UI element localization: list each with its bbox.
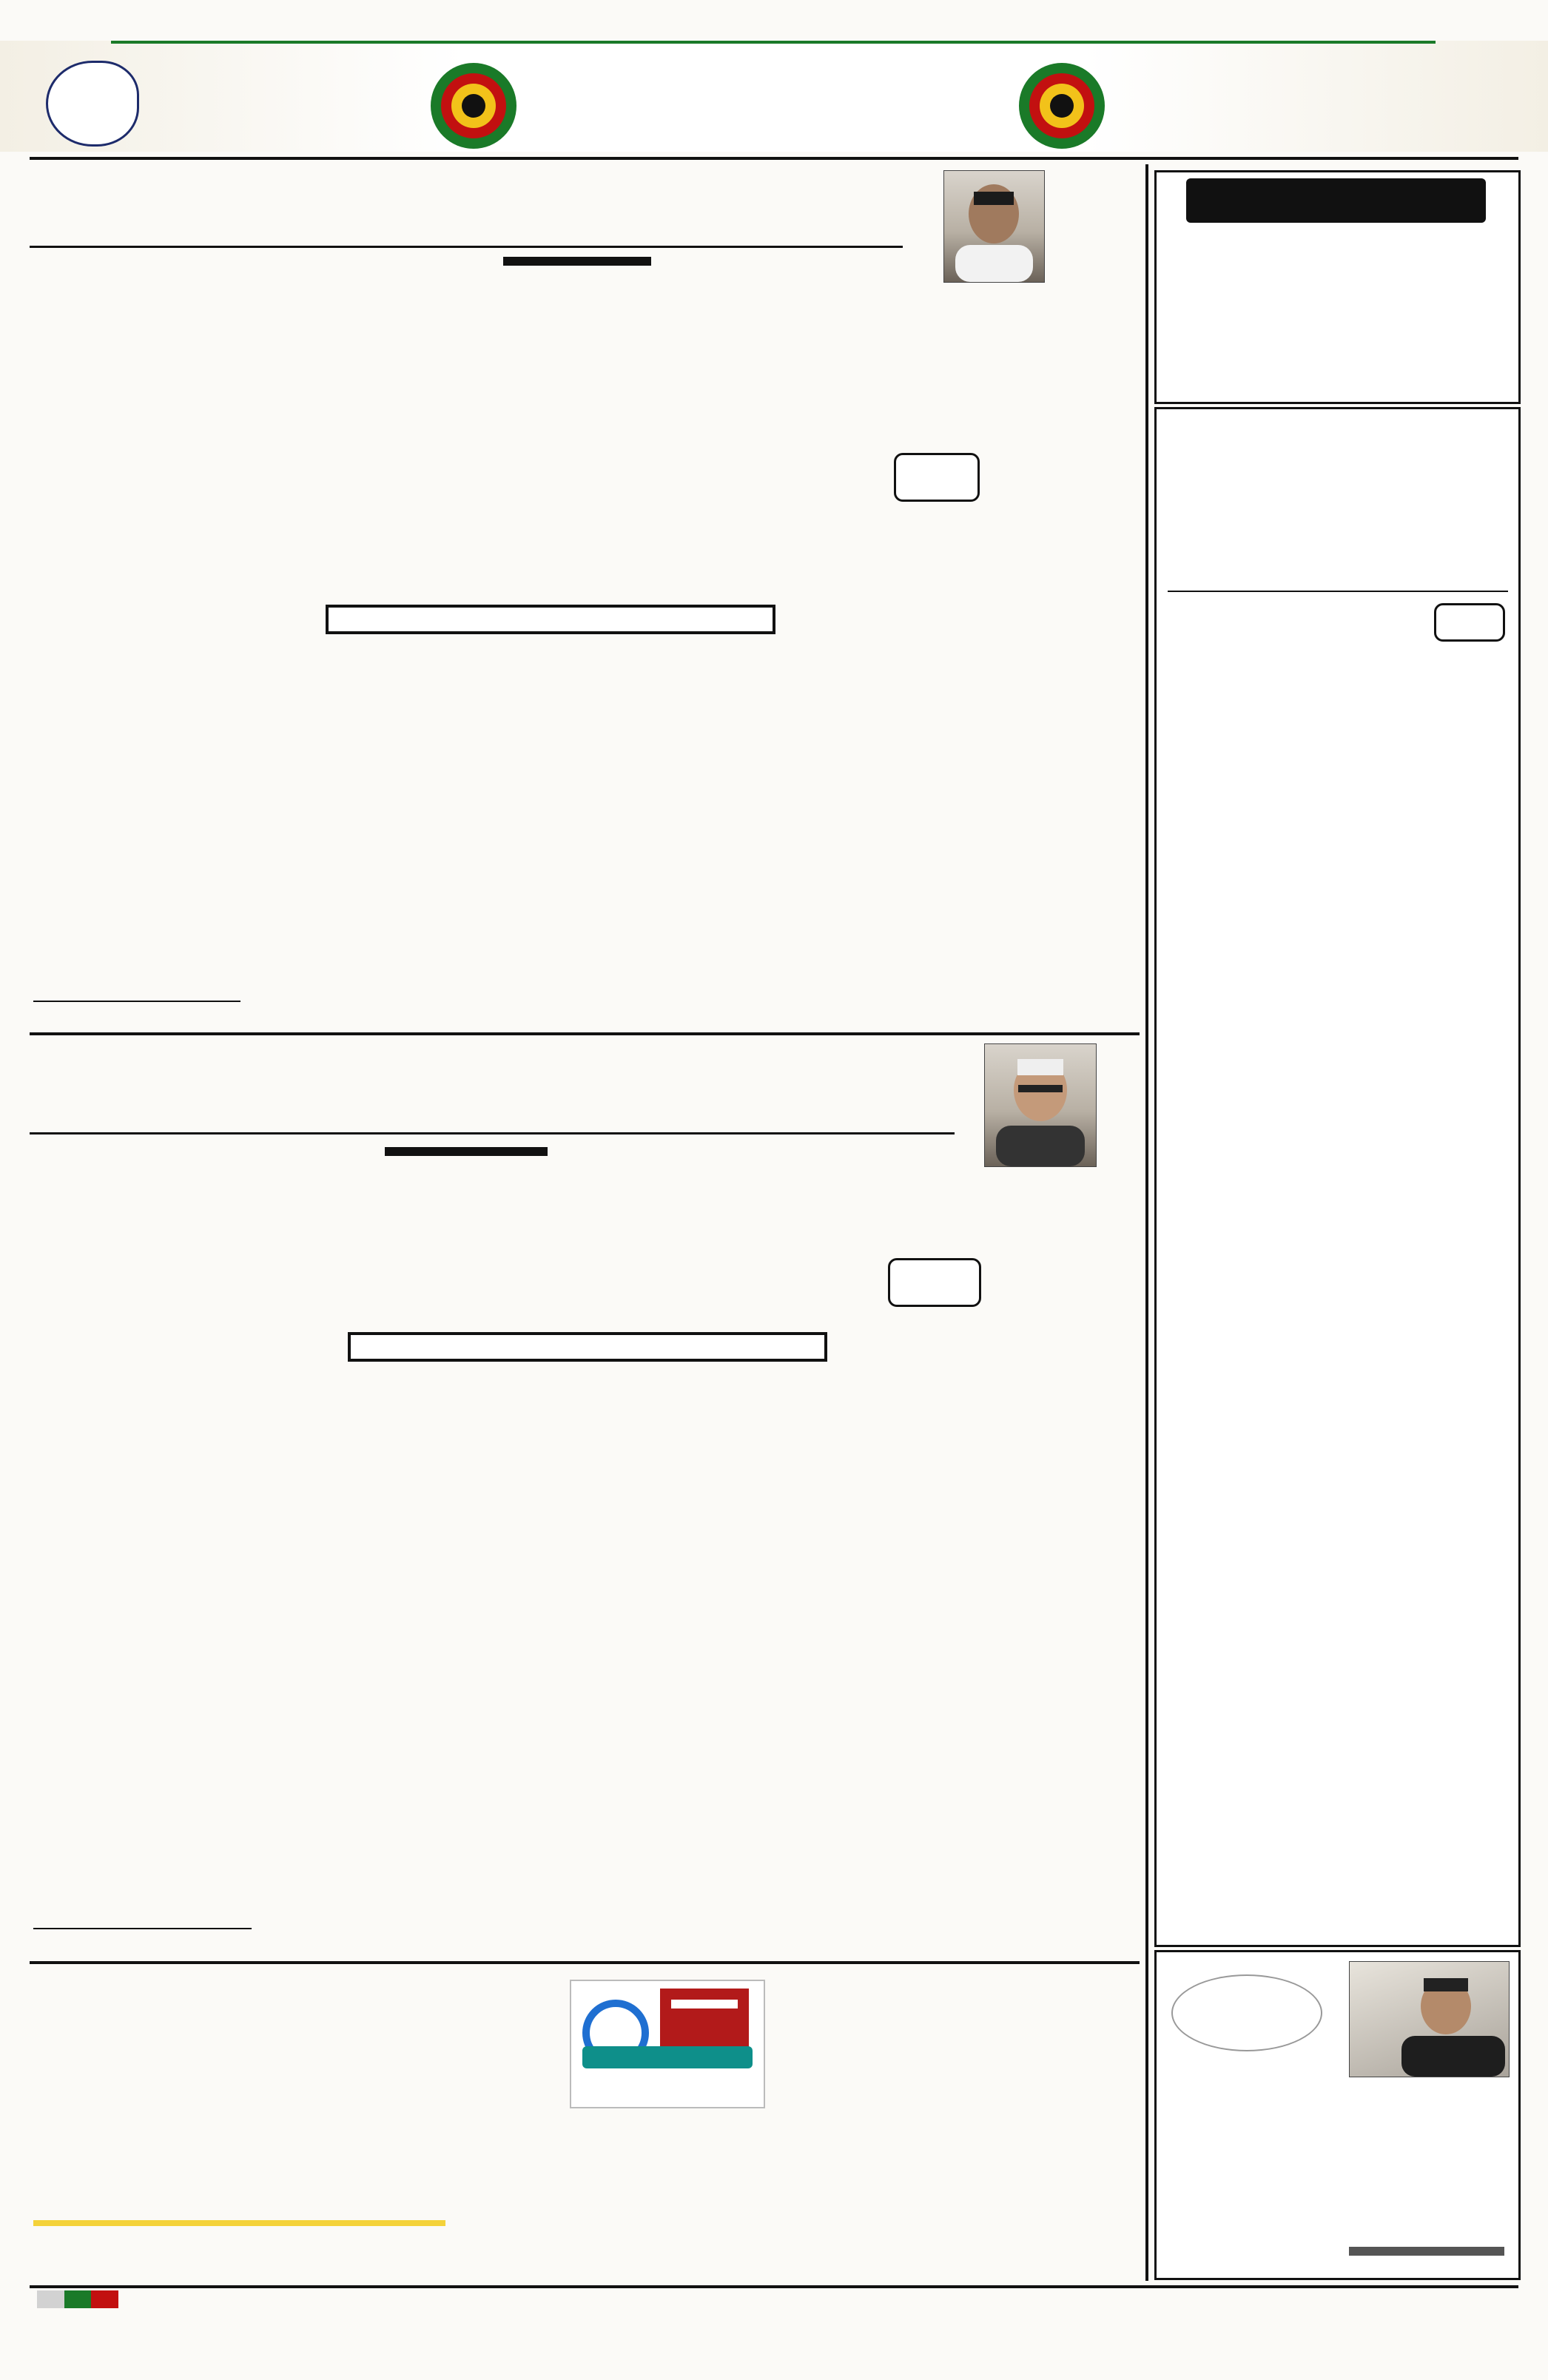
- portrait-icon: [1350, 1962, 1509, 2077]
- footer: [30, 2290, 1518, 2376]
- emblem-left-icon: [425, 58, 522, 154]
- quotes-text: [1165, 254, 1510, 394]
- poet-name: [1349, 2247, 1504, 2256]
- page-number: [46, 61, 139, 147]
- masthead-top-line: [111, 41, 1436, 44]
- second-article: [30, 1036, 1140, 1961]
- quotes-box: [1154, 170, 1521, 404]
- letter-2-body: [444, 2165, 747, 2246]
- lead-column-tag: [503, 257, 651, 266]
- poet-photo: [1349, 1961, 1510, 2077]
- feature-logo: [1223, 417, 1460, 528]
- footer-logo: [1384, 2298, 1510, 2357]
- letter-2-column-a: [444, 1972, 562, 2105]
- second-column-4: [259, 1143, 466, 1954]
- portrait-title: [1171, 1974, 1322, 2051]
- newspaper-logo: [148, 52, 385, 141]
- letter-3-column-b: [33, 1972, 237, 2179]
- emblem-right-icon: [1014, 58, 1110, 154]
- feature-rule: [1168, 591, 1508, 592]
- letter-3-column-a: [244, 1972, 437, 2216]
- portrait-icon: [985, 1044, 1096, 1166]
- feature-body: [1168, 603, 1508, 1906]
- second-article-rule: [30, 1032, 1140, 1035]
- second-column-2: [688, 1143, 899, 1954]
- masthead: [0, 0, 1548, 159]
- mailbox-icon: [571, 1981, 764, 2074]
- sidebar-divider: [1145, 164, 1148, 2281]
- second-author-email[interactable]: [33, 1928, 252, 1932]
- footer-rule: [30, 2285, 1518, 2288]
- lead-column-3: [466, 257, 673, 1026]
- letters-notice: [33, 2220, 445, 2226]
- letter-1-column-b: [770, 2002, 947, 2239]
- portrait-icon: [944, 171, 1044, 282]
- lead-title-rule: [30, 246, 903, 248]
- second-author-photo: [984, 1043, 1097, 1167]
- lead-column-5: [33, 257, 244, 997]
- second-column-5: [33, 1143, 252, 1920]
- lead-column-2: [681, 257, 895, 1026]
- sidebar: [1154, 170, 1521, 2279]
- quotes-title: [1186, 178, 1486, 223]
- lead-column-1: [906, 316, 1103, 1026]
- second-pull-quote: [348, 1332, 827, 1362]
- lead-article: [30, 164, 1140, 1030]
- second-column-tag: [385, 1147, 548, 1156]
- footer-flag-icon: [37, 2290, 118, 2308]
- second-title-rule: [30, 1132, 955, 1134]
- letters-rule: [30, 1961, 1140, 1964]
- lead-author-photo: [943, 170, 1045, 283]
- letters-section: [30, 1965, 1140, 2283]
- lead-pull-quote: [326, 605, 775, 634]
- second-column-1: [906, 1206, 1106, 1954]
- poem-box: [1154, 1950, 1521, 2280]
- letter-1-column-a: [955, 2002, 1132, 2239]
- second-side-tag: [888, 1258, 981, 1307]
- feature-box: [1154, 407, 1521, 1947]
- masthead-rule: [30, 157, 1518, 160]
- letters-graphic: [570, 1980, 765, 2108]
- lead-author-note: [33, 1001, 240, 1005]
- lead-column-4: [252, 257, 459, 1026]
- second-column-3: [474, 1143, 681, 1954]
- lead-side-tag: [894, 453, 980, 502]
